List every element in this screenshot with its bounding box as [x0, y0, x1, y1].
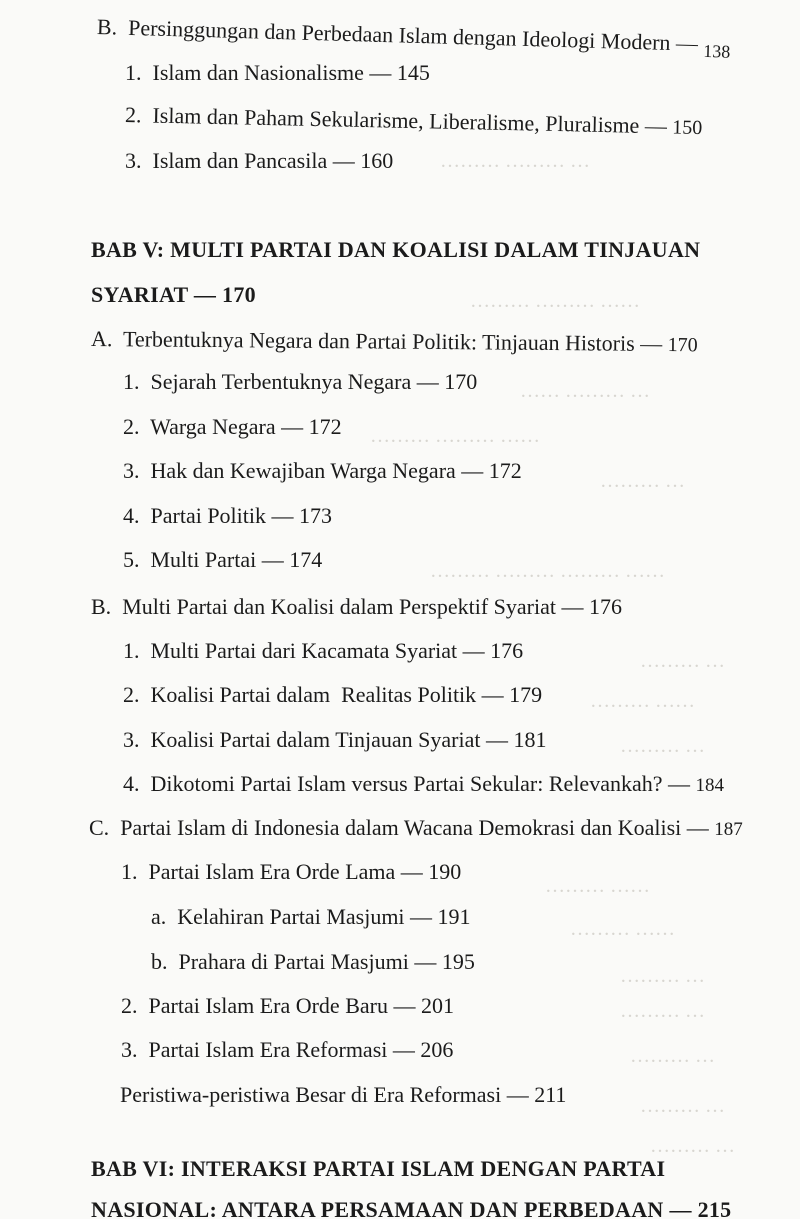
entry-title: Dikotomi Partai Islam versus Partai Sekular: Relevankah?	[150, 771, 663, 796]
toc-entry	[121, 861, 461, 883]
entry-dash: —	[393, 993, 416, 1018]
entry-page-number: 138	[703, 40, 731, 62]
entry-dash: —	[462, 638, 485, 663]
entry-page-number: 215	[697, 1199, 732, 1219]
show-through-text: ……… …	[640, 1095, 725, 1117]
entry-page-number: 176	[589, 594, 622, 619]
show-through-text: ……… …	[620, 735, 705, 757]
toc-entry-section	[89, 817, 800, 839]
entry-dash: —	[271, 503, 294, 528]
chapter-title: BAB VI: INTERAKSI PARTAI ISLAM DENGAN PARTAI	[91, 1156, 666, 1181]
show-through-text: ……… …	[650, 1135, 735, 1157]
entry-label: 2.	[123, 414, 140, 439]
show-through-text: ……… …	[640, 650, 725, 672]
entry-dash: —	[281, 414, 304, 439]
entry-title: Hak dan Kewajiban Warga Negara	[150, 458, 456, 483]
entry-title: Islam dan Paham Sekularisme, Liberalisme, Pluralisme	[152, 102, 640, 138]
chapter-heading	[91, 239, 700, 261]
toc-entry	[123, 460, 522, 482]
entry-page-number: 206	[420, 1037, 454, 1062]
entry-title: Multi Partai	[150, 547, 257, 572]
entry-title: Koalisi Partai dalam Realitas Politik	[150, 682, 477, 707]
entry-page-number: 176	[490, 638, 524, 663]
entry-dash: —	[640, 330, 663, 356]
entry-title: Partai Islam Era Orde Lama	[148, 859, 396, 884]
entry-label: 4.	[123, 503, 140, 528]
chapter-title: BAB V: MULTI PARTAI DAN KOALISI DALAM TINJAUAN	[91, 237, 701, 262]
chapter-heading	[91, 1158, 665, 1180]
toc-entry	[123, 773, 724, 795]
entry-title: Sejarah Terbentuknya Negara	[150, 369, 412, 394]
entry-label: 3.	[123, 727, 140, 752]
entry-dash: —	[481, 682, 504, 707]
toc-entry	[125, 150, 393, 172]
toc-entry	[121, 1039, 453, 1061]
toc-entry	[123, 416, 342, 438]
entry-page-number: 170	[667, 334, 698, 357]
toc-entry	[123, 371, 477, 393]
entry-dash: —	[369, 60, 392, 85]
entry-dash: —	[461, 458, 484, 483]
entry-page-number: 181	[513, 727, 547, 752]
entry-label: 1.	[125, 60, 142, 85]
entry-title: Partai Islam Era Orde Baru	[148, 993, 388, 1018]
entry-label: B.	[96, 14, 118, 40]
entry-title: Persinggungan dan Perbedaan Islam dengan Ideologi Modern	[127, 14, 671, 56]
toc-entry	[125, 62, 430, 84]
toc-entry	[123, 505, 332, 527]
entry-page-number: 174	[289, 547, 323, 572]
entry-label: b.	[151, 949, 168, 974]
entry-page-number: 211	[534, 1082, 567, 1107]
entry-page-number: 173	[299, 503, 332, 528]
entry-label: 3.	[125, 148, 142, 173]
toc-entry	[123, 549, 322, 571]
show-through-text: ……… ……… ……	[370, 425, 540, 447]
entry-dash: —	[414, 949, 437, 974]
entry-dash: —	[400, 859, 423, 884]
entry-title: Islam dan Pancasila	[152, 148, 328, 173]
toc-entry	[120, 1084, 566, 1106]
chapter-heading-continued	[91, 284, 256, 306]
entry-page-number: 172	[308, 414, 342, 439]
show-through-text: ……… ……	[545, 875, 650, 897]
show-through-text: ……… ……	[570, 918, 675, 940]
entry-page-number: 145	[396, 60, 430, 85]
entry-page-number: 191	[437, 904, 471, 929]
entry-title: Multi Partai dan Koalisi dalam Perspektif Syariat	[122, 594, 556, 619]
entry-dash: —	[686, 817, 709, 839]
show-through-text: ……… ……… ……… ……	[430, 560, 665, 582]
entry-label: 2.	[121, 993, 138, 1018]
entry-page-number: 150	[672, 116, 703, 140]
entry-title: Warga Negara	[150, 414, 276, 439]
entry-page-number: 190	[428, 859, 462, 884]
toc-entry-sub	[151, 906, 471, 928]
entry-label: A.	[90, 326, 113, 352]
entry-label: 5.	[123, 547, 140, 572]
entry-label: B.	[91, 594, 112, 619]
entry-label: 1.	[123, 369, 140, 394]
entry-title: Koalisi Partai dalam Tinjauan Syariat	[150, 727, 481, 752]
entry-title: Multi Partai dari Kacamata Syariat	[150, 638, 458, 663]
entry-label: a.	[151, 904, 167, 929]
entry-title: Kelahiran Partai Masjumi	[177, 904, 405, 929]
entry-title: Islam dan Nasionalisme	[152, 60, 364, 85]
entry-dash: —	[416, 369, 439, 394]
entry-title: Peristiwa-peristiwa Besar di Era Reformasi	[120, 1082, 502, 1107]
entry-title: Terbentuknya Negara dan Partai Politik: Tinjauan Historis	[122, 326, 635, 356]
entry-dash: —	[669, 1199, 692, 1219]
chapter-title: NASIONAL: ANTARA PERSAMAAN DAN PERBEDAAN	[91, 1199, 664, 1219]
entry-dash: —	[675, 30, 699, 56]
show-through-text: ……… ……… …	[440, 150, 590, 172]
show-through-text: ……… …	[630, 1045, 715, 1067]
entry-label: 2.	[124, 102, 142, 128]
entry-label: 4.	[123, 771, 140, 796]
entry-dash: —	[261, 547, 284, 572]
chapter-heading-continued	[91, 1199, 800, 1219]
entry-page-number: 160	[360, 148, 394, 173]
toc-entry-section	[96, 14, 731, 62]
show-through-text: …… ……… …	[520, 380, 650, 402]
entry-title: Partai Politik	[150, 503, 266, 528]
entry-dash: —	[644, 112, 668, 139]
chapter-title: SYARIAT	[91, 282, 189, 307]
entry-page-number: 179	[509, 682, 543, 707]
entry-dash: —	[193, 282, 217, 307]
toc-entry	[125, 104, 703, 138]
toc-entry	[123, 684, 542, 706]
entry-dash: —	[332, 148, 355, 173]
show-through-text: ……… …	[620, 965, 705, 987]
toc-entry-section	[91, 596, 622, 618]
entry-label: 3.	[123, 458, 140, 483]
entry-page-number: 195	[441, 949, 475, 974]
toc-entry	[123, 640, 523, 662]
entry-page-number: 170	[444, 369, 478, 394]
entry-page-number: 172	[488, 458, 522, 483]
entry-dash: —	[392, 1037, 415, 1062]
entry-dash: —	[506, 1082, 529, 1107]
entry-title: Partai Islam di Indonesia dalam Wacana Demokrasi dan Koalisi	[120, 817, 682, 839]
entry-label: 3.	[121, 1037, 138, 1062]
entry-dash: —	[410, 904, 433, 929]
entry-label: 2.	[123, 682, 140, 707]
show-through-text: ……… …	[600, 470, 685, 492]
show-through-text: ……… ……… ……	[470, 290, 640, 312]
show-through-text: ……… …	[620, 1000, 705, 1022]
entry-label: 1.	[121, 859, 138, 884]
toc-entry	[123, 729, 546, 751]
show-through-text: ……… ……	[590, 690, 695, 712]
entry-dash: —	[485, 727, 508, 752]
toc-entry	[121, 995, 454, 1017]
entry-label: 1.	[123, 638, 140, 663]
entry-page-number: 201	[420, 993, 454, 1018]
entry-label: C.	[89, 817, 110, 839]
toc-entry-sub	[151, 951, 475, 973]
entry-page-number: 170	[222, 282, 256, 307]
entry-page-number: 187	[714, 819, 743, 839]
entry-page-number: 184	[695, 775, 724, 796]
entry-dash: —	[561, 594, 584, 619]
toc-entry-section	[91, 328, 698, 355]
entry-title: Prahara di Partai Masjumi	[178, 949, 409, 974]
entry-dash: —	[667, 771, 690, 796]
entry-title: Partai Islam Era Reformasi	[148, 1037, 388, 1062]
